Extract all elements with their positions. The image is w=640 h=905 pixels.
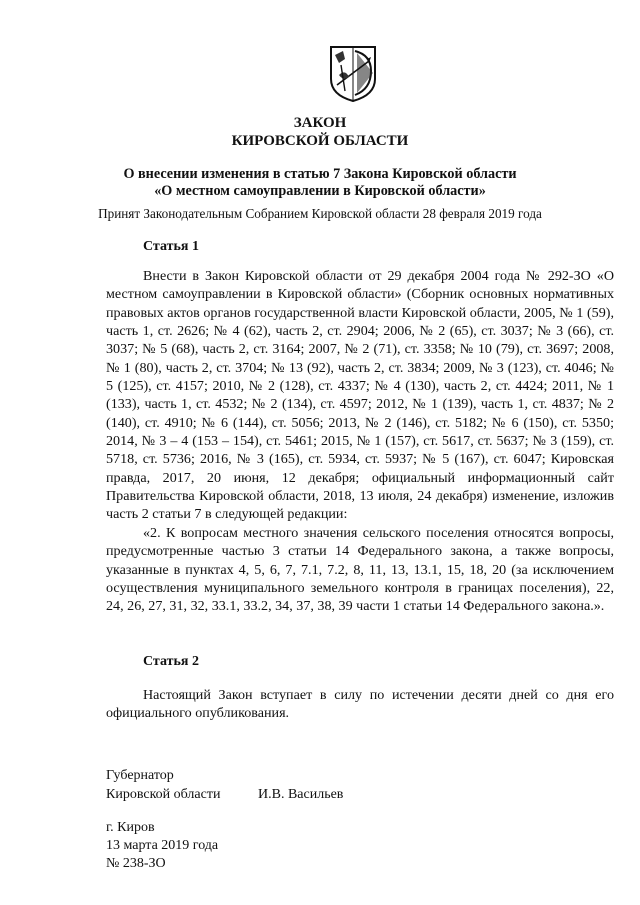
article2-heading: Статья 2 [143, 654, 199, 669]
region-title: КИРОВСКОЙ ОБЛАСТИ [231, 133, 409, 149]
article1-body [106, 267, 614, 616]
article1-paragraph2: «2. К вопросам местного значения сельского поселения относятся вопросы, предусмотренные частью 3 статьи 14 Федерального закона, а также вопросы, указанные в пунктах 4, 5, 6, 7, 7.1, 7.2, 8, 11, 13, 13.1, 15, 18, 20 (за исключением осуществления муниципального земельного контроля в границах поселения), 22, 24, 26, 27, 31, 32, 33.1, 33.2, 34, 37, 38, 39 части 1 статьи 14 Федерального закона.». [106, 524, 614, 615]
article1-paragraph1: Внести в Закон Кировской области от 29 декабря 2004 года № 292-ЗО «О местном самоуправлении в Кировской области» (Сборник основных нормативных правовых актов органов государственной власти Кировской области, 2005, № 1 (59), часть 1, ст. 2626; № 4 (62), часть 2, ст. 2904; 2006, № 2 (65), ст. 3037; № 3 (66), ст. 3037; № 5 (68), часть 2, ст. 3164; 2007, № 2 (71), ст. 3358; № 10 (79), ст. 3697; 2008, № 1 (80), часть 2, ст. 3704; № 13 (92), часть 2, ст. 3834; 2009, № 3 (123), ст. 4046; № 5 (125), ст. 4157; 2010, № 2 (128), ст. 4337; № 4 (130), часть 2, ст. 4424; 2011, № 1 (133), часть 1, ст. 4532; № 2 (134), ст. 4597; 2012, № 1 (139), часть 1, ст. 4837; № 2 (140), ст. 4910; № 6 (144), ст. 5056; 2013, № 2 (146), ст. 5182; № 6 (150), ст. 5350; 2014, № 3 – 4 (153 – 154), ст. 5461; 2015, № 1 (157), ст. 5617, ст. 5637; № 3 (159), ст. 5718, ст. 5736; 2016, № 3 (165), ст. 5934, ст. 5937; № 5 (167), ст. 6047; Кировская правда, 2017, 20 июня, 12 декабря; официальный информационный сайт Правительства Кировской области, 2018, 13 июля, 24 декабря) изменение, изложив часть 2 статьи 7 в следующей редакции: [106, 268, 614, 523]
signature-position-line2: Кировской области [106, 787, 221, 802]
law-title: ЗАКОН [293, 115, 347, 131]
footer-place: г. Киров [106, 820, 155, 835]
article1-heading: Статья 1 [143, 239, 199, 254]
adoption-note: Принят Законодательным Собранием Кировской области 28 февраля 2019 года [98, 206, 542, 221]
coat-of-arms-icon [329, 45, 377, 103]
footer-date: 13 марта 2019 года [106, 838, 219, 853]
article2-body [106, 686, 614, 723]
signature-position-line1: Губернатор [106, 768, 174, 783]
subtitle-line2: «О местном самоуправлении в Кировской области» [154, 183, 486, 199]
subtitle-line1: О внесении изменения в статью 7 Закона Кировской области [123, 166, 517, 182]
footer-number: № 238-ЗО [106, 856, 166, 871]
article2-paragraph: Настоящий Закон вступает в силу по истечении десяти дней со дня его официального опубликования. [106, 687, 614, 722]
signature-name: И.В. Васильев [258, 787, 344, 802]
